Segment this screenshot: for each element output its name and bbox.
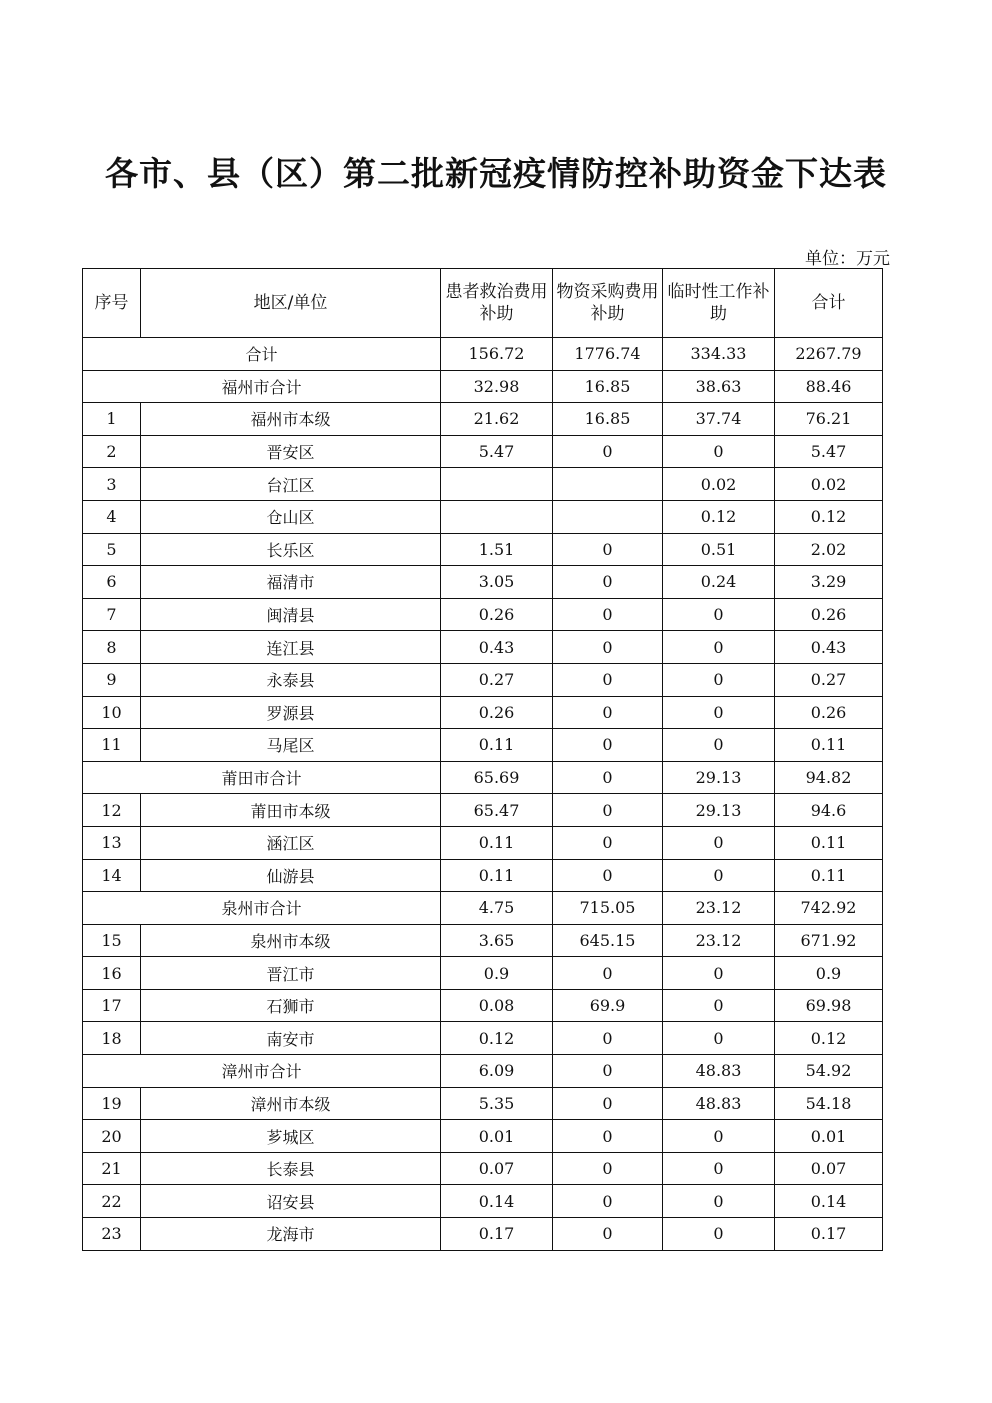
cell-total: 0.07 [775,1152,883,1185]
cell-temp-work-subsidy: 29.13 [663,794,775,827]
row-region-name: 连江县 [141,631,441,664]
unit-label: 单位：万元 [805,249,890,269]
cell-temp-work-subsidy: 334.33 [663,338,775,371]
row-region-name: 龙海市 [141,1218,441,1251]
table-row [83,435,883,468]
cell-temp-work-subsidy: 0 [663,1120,775,1153]
header-region: 地区/单位 [141,269,441,338]
cell-total: 88.46 [775,370,883,403]
row-region-name: 莆田市本级 [141,794,441,827]
row-index: 17 [83,989,141,1022]
cell-materials-subsidy [553,468,663,501]
cell-total: 94.82 [775,761,883,794]
table-row [83,859,883,892]
row-index: 13 [83,826,141,859]
cell-temp-work-subsidy: 0 [663,957,775,990]
cell-patient-subsidy [441,500,553,533]
subtotal-row [83,1055,883,1088]
table-row [83,1022,883,1055]
table-row [83,631,883,664]
cell-total: 0.14 [775,1185,883,1218]
row-region-name: 仓山区 [141,500,441,533]
table-row [83,794,883,827]
row-index: 4 [83,500,141,533]
row-region-name: 马尾区 [141,729,441,762]
row-region-name: 诏安县 [141,1185,441,1218]
cell-total: 0.26 [775,598,883,631]
table-row [83,566,883,599]
row-region-name: 仙游县 [141,859,441,892]
cell-materials-subsidy: 16.85 [553,403,663,436]
row-index: 22 [83,1185,141,1218]
table-row [83,533,883,566]
row-index: 8 [83,631,141,664]
row-region-name: 涵江区 [141,826,441,859]
table-row [83,598,883,631]
cell-temp-work-subsidy: 29.13 [663,761,775,794]
cell-temp-work-subsidy: 23.12 [663,924,775,957]
cell-temp-work-subsidy: 0 [663,989,775,1022]
row-index: 10 [83,696,141,729]
row-index: 12 [83,794,141,827]
row-index: 5 [83,533,141,566]
cell-materials-subsidy: 0 [553,1087,663,1120]
cell-total: 76.21 [775,403,883,436]
table-row [83,729,883,762]
cell-patient-subsidy: 0.26 [441,598,553,631]
cell-total: 2.02 [775,533,883,566]
cell-patient-subsidy: 32.98 [441,370,553,403]
cell-patient-subsidy: 3.65 [441,924,553,957]
cell-temp-work-subsidy: 0 [663,1152,775,1185]
cell-total: 671.92 [775,924,883,957]
cell-total: 0.27 [775,663,883,696]
table-body [83,338,883,1251]
cell-materials-subsidy: 0 [553,826,663,859]
cell-materials-subsidy: 715.05 [553,892,663,925]
table-row [83,1218,883,1251]
row-index: 1 [83,403,141,436]
table-row [83,468,883,501]
cell-materials-subsidy: 0 [553,696,663,729]
cell-temp-work-subsidy: 0 [663,729,775,762]
cell-patient-subsidy: 65.47 [441,794,553,827]
cell-patient-subsidy: 0.27 [441,663,553,696]
cell-temp-work-subsidy: 0 [663,435,775,468]
row-index: 11 [83,729,141,762]
cell-materials-subsidy: 0 [553,435,663,468]
cell-temp-work-subsidy: 48.83 [663,1055,775,1088]
table-row [83,1087,883,1120]
cell-patient-subsidy: 0.26 [441,696,553,729]
cell-total: 54.18 [775,1087,883,1120]
cell-materials-subsidy: 16.85 [553,370,663,403]
cell-patient-subsidy: 0.07 [441,1152,553,1185]
row-index: 20 [83,1120,141,1153]
row-region-name: 永泰县 [141,663,441,696]
cell-materials-subsidy: 0 [553,566,663,599]
cell-temp-work-subsidy: 0.51 [663,533,775,566]
row-region-name: 闽清县 [141,598,441,631]
header-index: 序号 [83,269,141,338]
table-header-row [83,269,883,338]
cell-total: 0.11 [775,729,883,762]
cell-total: 3.29 [775,566,883,599]
cell-patient-subsidy: 0.9 [441,957,553,990]
cell-total: 2267.79 [775,338,883,371]
cell-temp-work-subsidy: 0 [663,859,775,892]
cell-total: 0.12 [775,500,883,533]
cell-patient-subsidy: 21.62 [441,403,553,436]
row-index: 3 [83,468,141,501]
cell-materials-subsidy: 645.15 [553,924,663,957]
subtotal-row [83,761,883,794]
cell-materials-subsidy: 0 [553,1218,663,1251]
cell-temp-work-subsidy: 0 [663,598,775,631]
table-row [83,403,883,436]
cell-patient-subsidy [441,468,553,501]
cell-patient-subsidy: 6.09 [441,1055,553,1088]
cell-temp-work-subsidy: 23.12 [663,892,775,925]
row-region-name: 芗城区 [141,1120,441,1153]
table-row [83,957,883,990]
header-patient-subsidy: 患者救治费用补助 [441,269,553,338]
cell-temp-work-subsidy: 0 [663,826,775,859]
cell-total: 0.9 [775,957,883,990]
cell-materials-subsidy: 0 [553,729,663,762]
cell-patient-subsidy: 0.11 [441,826,553,859]
row-region-name: 石狮市 [141,989,441,1022]
row-index: 16 [83,957,141,990]
cell-total: 54.92 [775,1055,883,1088]
cell-temp-work-subsidy: 0 [663,631,775,664]
cell-temp-work-subsidy: 38.63 [663,370,775,403]
subtotal-row [83,892,883,925]
cell-patient-subsidy: 3.05 [441,566,553,599]
cell-patient-subsidy: 5.35 [441,1087,553,1120]
row-region-name: 福州市合计 [83,370,441,403]
cell-materials-subsidy: 0 [553,1152,663,1185]
subsidy-table [82,268,883,1251]
row-region-name: 莆田市合计 [83,761,441,794]
row-region-name: 长乐区 [141,533,441,566]
row-index: 2 [83,435,141,468]
row-region-name: 泉州市合计 [83,892,441,925]
cell-temp-work-subsidy: 0.12 [663,500,775,533]
table-row [83,1120,883,1153]
row-index: 7 [83,598,141,631]
row-region-name: 罗源县 [141,696,441,729]
row-region-name: 泉州市本级 [141,924,441,957]
cell-materials-subsidy: 0 [553,1185,663,1218]
row-region-name: 晋安区 [141,435,441,468]
page-title: 各市、县（区）第二批新冠疫情防控补助资金下达表 [105,154,887,193]
table-row [83,663,883,696]
cell-temp-work-subsidy: 0 [663,1022,775,1055]
cell-materials-subsidy: 0 [553,1055,663,1088]
cell-total: 0.43 [775,631,883,664]
cell-materials-subsidy: 0 [553,663,663,696]
table-row [83,1152,883,1185]
subtotal-row [83,370,883,403]
cell-materials-subsidy: 0 [553,957,663,990]
cell-patient-subsidy: 0.43 [441,631,553,664]
cell-total: 0.11 [775,859,883,892]
row-region-name: 漳州市本级 [141,1087,441,1120]
row-index: 23 [83,1218,141,1251]
table-row [83,696,883,729]
row-region-name: 长泰县 [141,1152,441,1185]
cell-temp-work-subsidy: 0 [663,1218,775,1251]
header-total: 合计 [775,269,883,338]
cell-materials-subsidy: 0 [553,761,663,794]
cell-temp-work-subsidy: 0 [663,696,775,729]
row-region-name: 合计 [83,338,441,371]
row-index: 6 [83,566,141,599]
row-index: 21 [83,1152,141,1185]
cell-materials-subsidy: 0 [553,631,663,664]
header-materials-subsidy: 物资采购费用补助 [553,269,663,338]
cell-materials-subsidy: 0 [553,533,663,566]
cell-patient-subsidy: 0.08 [441,989,553,1022]
cell-total: 0.26 [775,696,883,729]
cell-patient-subsidy: 0.11 [441,859,553,892]
cell-temp-work-subsidy: 0 [663,1185,775,1218]
cell-materials-subsidy: 0 [553,1022,663,1055]
cell-patient-subsidy: 5.47 [441,435,553,468]
cell-total: 0.12 [775,1022,883,1055]
table-row [83,826,883,859]
cell-materials-subsidy: 0 [553,794,663,827]
subtotal-row [83,338,883,371]
cell-patient-subsidy: 0.11 [441,729,553,762]
cell-temp-work-subsidy: 0.02 [663,468,775,501]
cell-patient-subsidy: 0.17 [441,1218,553,1251]
cell-patient-subsidy: 1.51 [441,533,553,566]
cell-materials-subsidy: 0 [553,1120,663,1153]
table-row [83,1185,883,1218]
cell-total: 69.98 [775,989,883,1022]
cell-total: 0.11 [775,826,883,859]
row-region-name: 南安市 [141,1022,441,1055]
cell-total: 742.92 [775,892,883,925]
cell-total: 94.6 [775,794,883,827]
cell-materials-subsidy: 0 [553,598,663,631]
cell-total: 5.47 [775,435,883,468]
cell-materials-subsidy: 69.9 [553,989,663,1022]
row-index: 9 [83,663,141,696]
cell-materials-subsidy: 1776.74 [553,338,663,371]
cell-materials-subsidy [553,500,663,533]
cell-patient-subsidy: 0.01 [441,1120,553,1153]
cell-patient-subsidy: 0.14 [441,1185,553,1218]
table-row [83,924,883,957]
cell-temp-work-subsidy: 0.24 [663,566,775,599]
cell-temp-work-subsidy: 48.83 [663,1087,775,1120]
cell-patient-subsidy: 156.72 [441,338,553,371]
cell-patient-subsidy: 4.75 [441,892,553,925]
cell-temp-work-subsidy: 0 [663,663,775,696]
row-index: 19 [83,1087,141,1120]
cell-materials-subsidy: 0 [553,859,663,892]
row-region-name: 福州市本级 [141,403,441,436]
cell-total: 0.17 [775,1218,883,1251]
table-row [83,500,883,533]
table-row [83,989,883,1022]
row-region-name: 福清市 [141,566,441,599]
header-temp-work-subsidy: 临时性工作补助 [663,269,775,338]
cell-total: 0.02 [775,468,883,501]
row-region-name: 台江区 [141,468,441,501]
row-index: 18 [83,1022,141,1055]
row-region-name: 漳州市合计 [83,1055,441,1088]
cell-total: 0.01 [775,1120,883,1153]
cell-patient-subsidy: 65.69 [441,761,553,794]
cell-temp-work-subsidy: 37.74 [663,403,775,436]
row-region-name: 晋江市 [141,957,441,990]
row-index: 14 [83,859,141,892]
row-index: 15 [83,924,141,957]
cell-patient-subsidy: 0.12 [441,1022,553,1055]
